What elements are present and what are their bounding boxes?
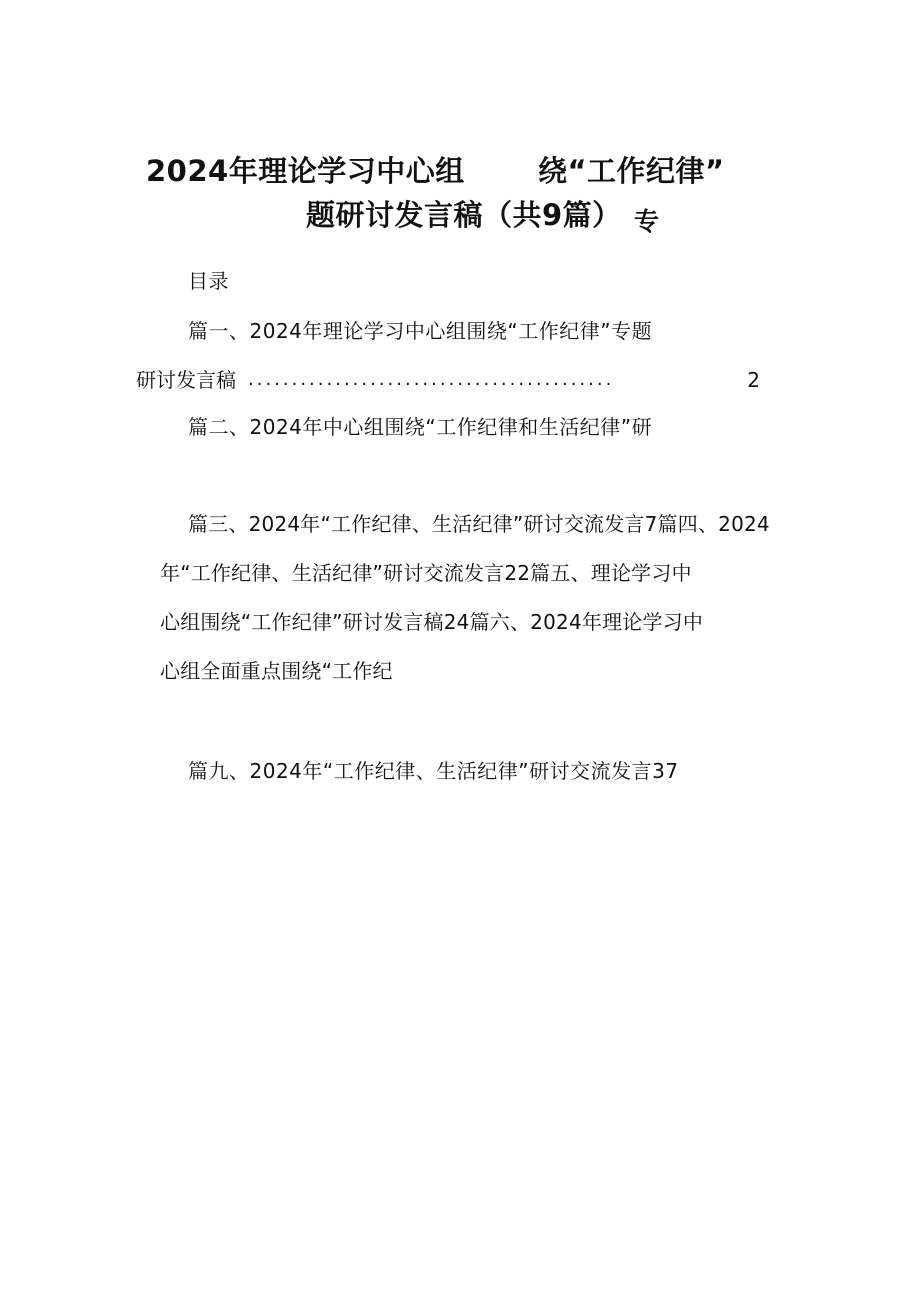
toc-paragraph-continued <box>160 560 703 707</box>
toc-entry-1-line-1[interactable]: 篇一、2024年理论学习中心组围绕“工作纪律”专题 <box>188 319 653 343</box>
toc-paragraph-line-4[interactable]: 心组全面重点围绕“工作纪 <box>160 659 393 683</box>
toc-entry-1-page-number: 2 <box>747 368 760 392</box>
toc-entry-1-text: 研讨发言稿 <box>136 368 236 392</box>
toc-paragraph <box>188 511 770 560</box>
title-line-1-left: 2024年理论学习中心组 <box>146 154 465 188</box>
toc-paragraph-line-1[interactable]: 篇三、2024年“工作纪律、生活纪律”研讨交流发言7篇四、2024 <box>188 512 770 536</box>
toc-entry-2[interactable]: 篇二、2024年中心组围绕“工作纪律和生活纪律”研 <box>188 415 653 439</box>
toc-dot-leader: .......................................... <box>248 369 615 390</box>
toc-entry-1-line-2[interactable] <box>136 367 760 393</box>
toc-heading: 目录 <box>188 269 229 293</box>
title-line-2: 题研讨发言稿（共9篇） <box>306 198 622 232</box>
toc-entry-9[interactable]: 篇九、2024年“工作纪律、生活纪律”研讨交流发言37 <box>188 759 679 783</box>
title-line-1-right: 绕“工作纪律” <box>538 154 725 188</box>
toc-paragraph-line-3[interactable]: 心组围绕“工作纪律”研讨发言稿24篇六、2024年理论学习中 <box>160 610 704 634</box>
title-line-2-tail: 专 <box>634 207 660 236</box>
toc-paragraph-line-2[interactable]: 年“工作纪律、生活纪律”研讨交流发言22篇五、理论学习中 <box>160 561 692 585</box>
